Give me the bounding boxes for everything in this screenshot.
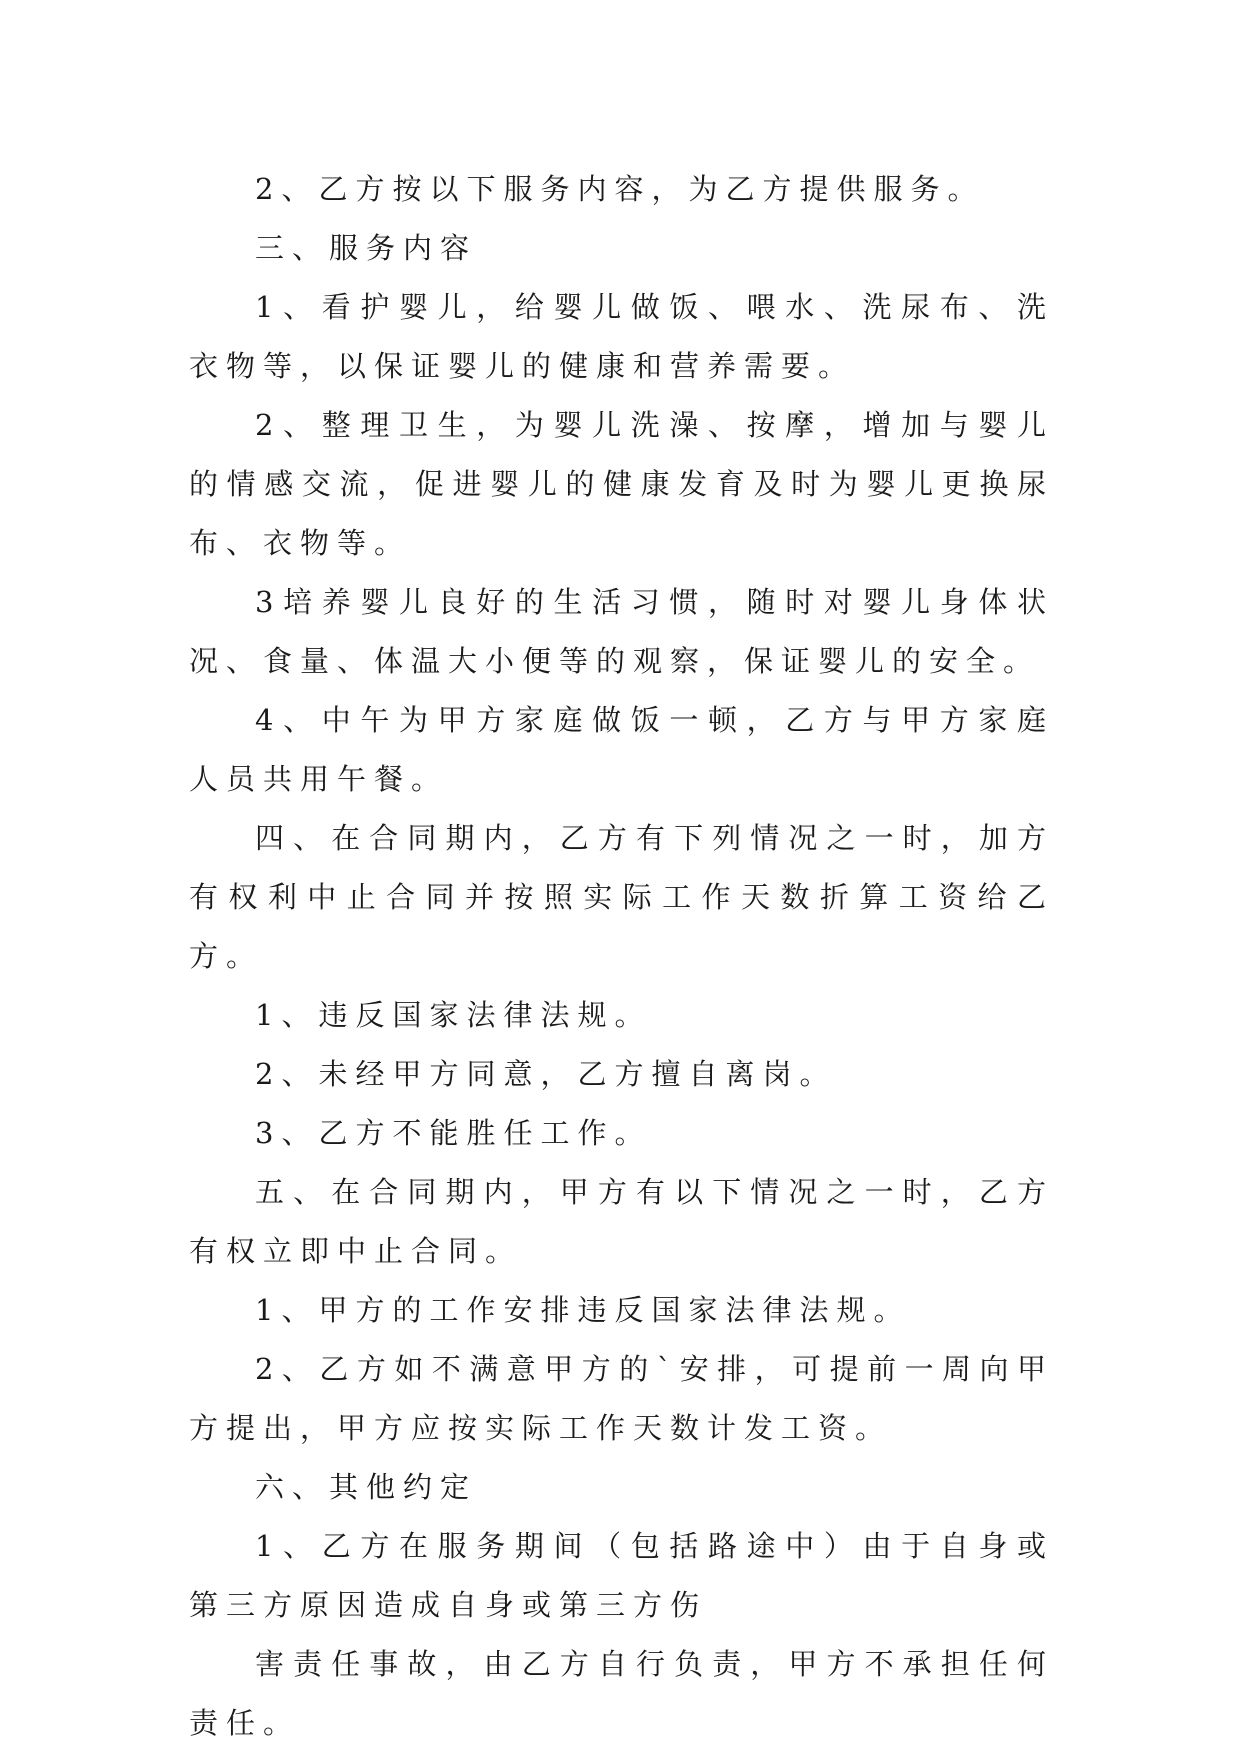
section-heading-termination-by-party-a: 四、在合同期内，乙方有下列情况之一时，加方有权利中止合同并按照实际工作天数折算工资给乙方。: [189, 821, 1054, 973]
document-body: [189, 160, 1054, 1753]
section-heading-termination-by-party-b: 五、在合同期内，甲方有以下情况之一时，乙方有权立即中止合同。: [189, 1175, 1054, 1268]
paragraph: 3、乙方不能胜任工作。: [255, 1116, 652, 1150]
section-heading-other-agreements: 六、其他约定: [255, 1470, 478, 1504]
section-heading-service-content: 三、服务内容: [255, 231, 478, 265]
paragraph: 1、违反国家法律法规。: [255, 998, 652, 1032]
paragraph: 2、乙方如不满意甲方的`安排，可提前一周向甲方提出，甲方应按实际工作天数计发工资。: [189, 1352, 1054, 1445]
paragraph: 2、乙方按以下服务内容，为乙方提供服务。: [255, 172, 985, 206]
paragraph: 2、整理卫生，为婴儿洗澡、按摩，增加与婴儿的情感交流，促进婴儿的健康发育及时为婴儿更换尿布、衣物等。: [189, 408, 1054, 560]
paragraph: 害责任事故，由乙方自行负责，甲方不承担任何责任。: [189, 1647, 1054, 1740]
paragraph: 1、看护婴儿，给婴儿做饭、喂水、洗尿布、洗衣物等，以保证婴儿的健康和营养需要。: [189, 290, 1054, 383]
paragraph: 2、未经甲方同意，乙方擅自离岗。: [255, 1057, 837, 1091]
paragraph: 4、中午为甲方家庭做饭一顿，乙方与甲方家庭人员共用午餐。: [189, 703, 1054, 796]
paragraph: 1、乙方在服务期间（包括路途中）由于自身或第三方原因造成自身或第三方伤: [189, 1529, 1054, 1622]
paragraph: 1、甲方的工作安排违反国家法律法规。: [255, 1293, 911, 1327]
paragraph: 3培养婴儿良好的生活习惯，随时对婴儿身体状况、食量、体温大小便等的观察，保证婴儿的安全。: [189, 585, 1054, 678]
